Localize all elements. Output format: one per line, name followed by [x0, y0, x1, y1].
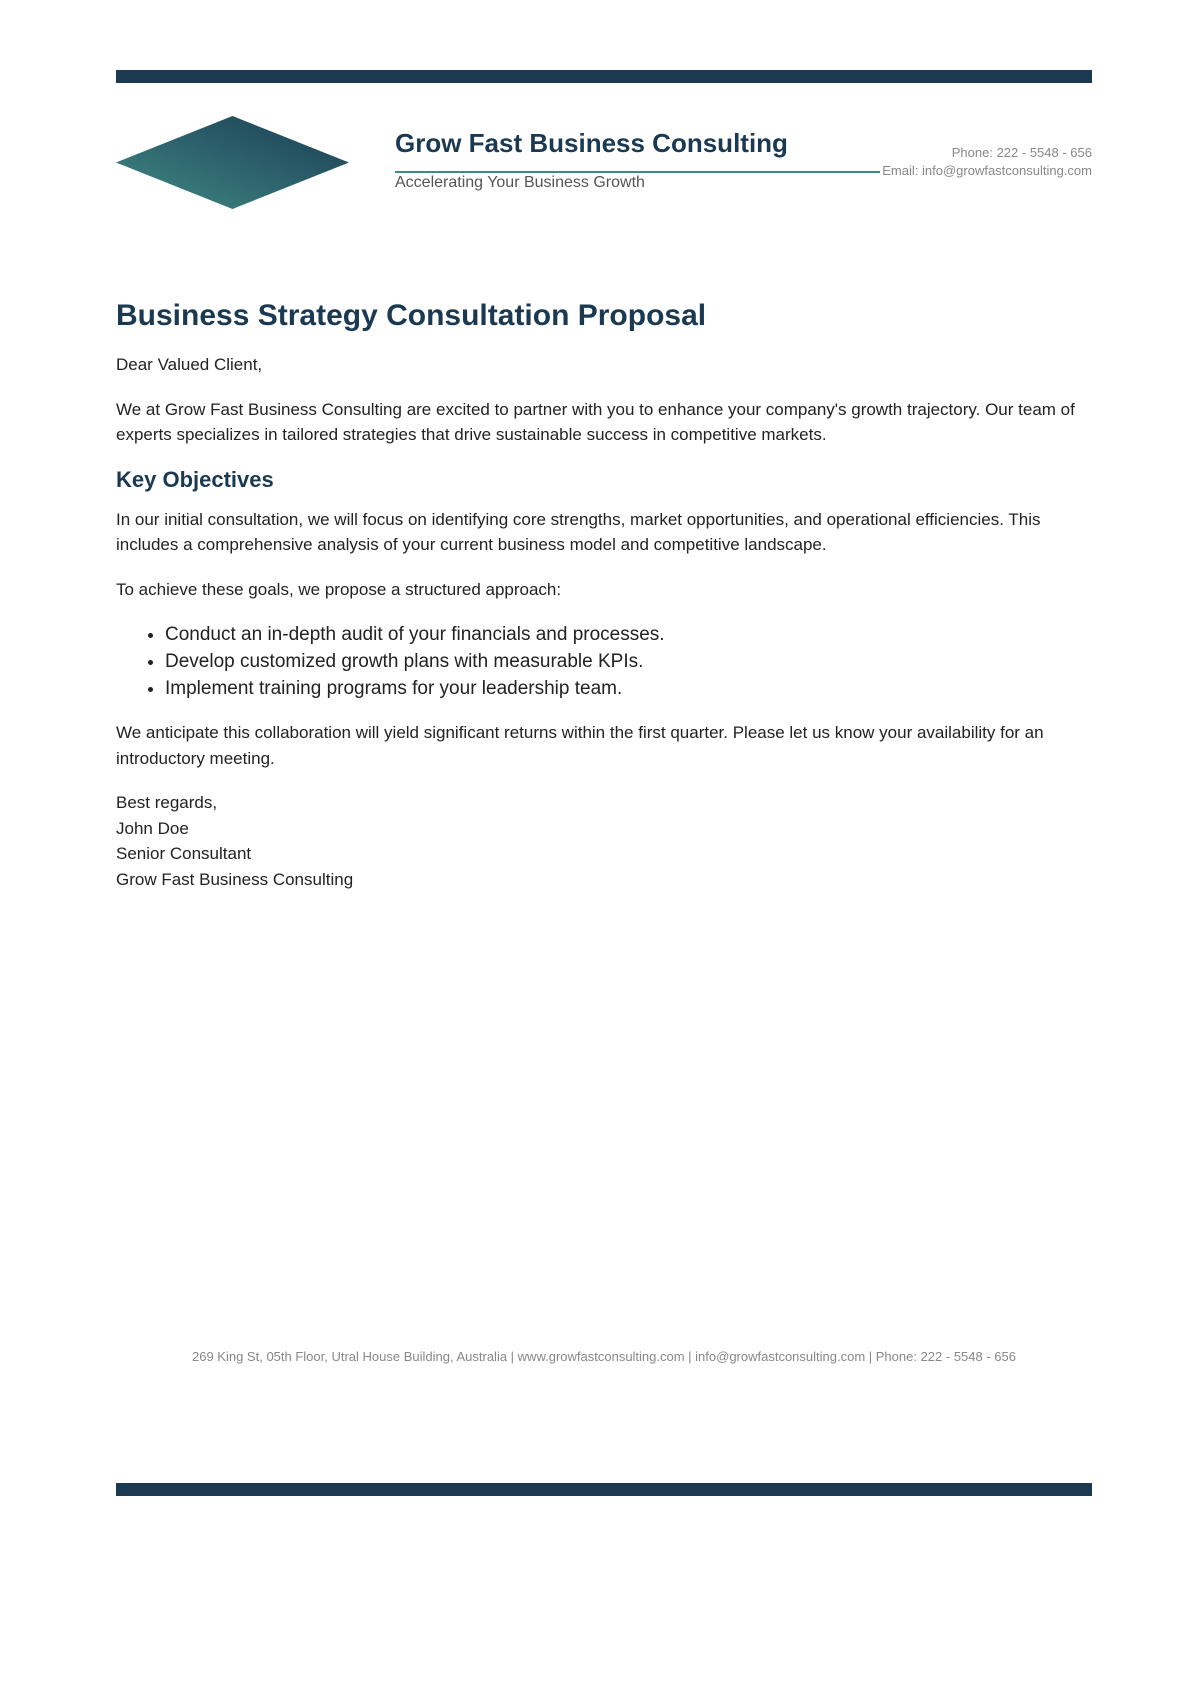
- diamond-logo-icon: [116, 116, 349, 209]
- contact-info: [882, 144, 1092, 180]
- letter-body: [116, 298, 1092, 892]
- signature-block: [116, 790, 1092, 892]
- document-title: Business Strategy Consultation Proposal: [116, 299, 707, 332]
- header-top-bar: [116, 70, 1092, 83]
- intro-paragraph: We at Grow Fast Business Consulting are excited to partner with you to enhance your company's growth trajectory. Our team of experts specializes in tailored strategies that drive sustainable success in competitive markets.: [116, 399, 1075, 444]
- sign-off: Best regards,: [116, 793, 218, 813]
- list-item: • Conduct an in-depth audit of your financials and processes.: [165, 621, 1092, 648]
- signer-title: Senior Consultant: [116, 844, 252, 864]
- footer-bottom-bar: [116, 1483, 1092, 1496]
- list-item: • Implement training programs for your leadership team.: [165, 675, 1092, 702]
- closing-paragraph: We anticipate this collaboration will yield significant returns within the first quarter. Please let us know your availability for an introductory meeting.: [116, 723, 1044, 768]
- approach-list: [116, 621, 1092, 702]
- objectives-paragraph: In our initial consultation, we will focus on identifying core strengths, market opportunities, and operational efficiencies. This includes a comprehensive analysis of your current business model and competitive landscape.: [116, 509, 1041, 555]
- section-heading-key-objectives: Key Objectives: [116, 466, 274, 492]
- company-name: Grow Fast Business Consulting: [395, 128, 788, 158]
- footer-contact-line: 269 King St, 05th Floor, Utral House Building, Australia | www.growfastconsulting.com | info@growfastconsulting.com | Phone: 222 - 5548 - 656: [192, 1349, 1016, 1364]
- company-tagline: Accelerating Your Business Growth: [395, 174, 645, 191]
- list-item: • Develop customized growth plans with measurable KPIs.: [165, 648, 1092, 675]
- salutation: Dear Valued Client,: [116, 355, 263, 374]
- signer-name: John Doe: [116, 818, 189, 838]
- signer-company: Grow Fast Business Consulting: [116, 869, 354, 889]
- approach-intro: To achieve these goals, we propose a structured approach:: [116, 579, 562, 599]
- company-header: [395, 128, 788, 159]
- contact-phone: Phone: 222 - 5548 - 656: [951, 145, 1092, 160]
- header-divider: [395, 171, 880, 173]
- contact-email: Email: info@growfastconsulting.com: [882, 163, 1092, 178]
